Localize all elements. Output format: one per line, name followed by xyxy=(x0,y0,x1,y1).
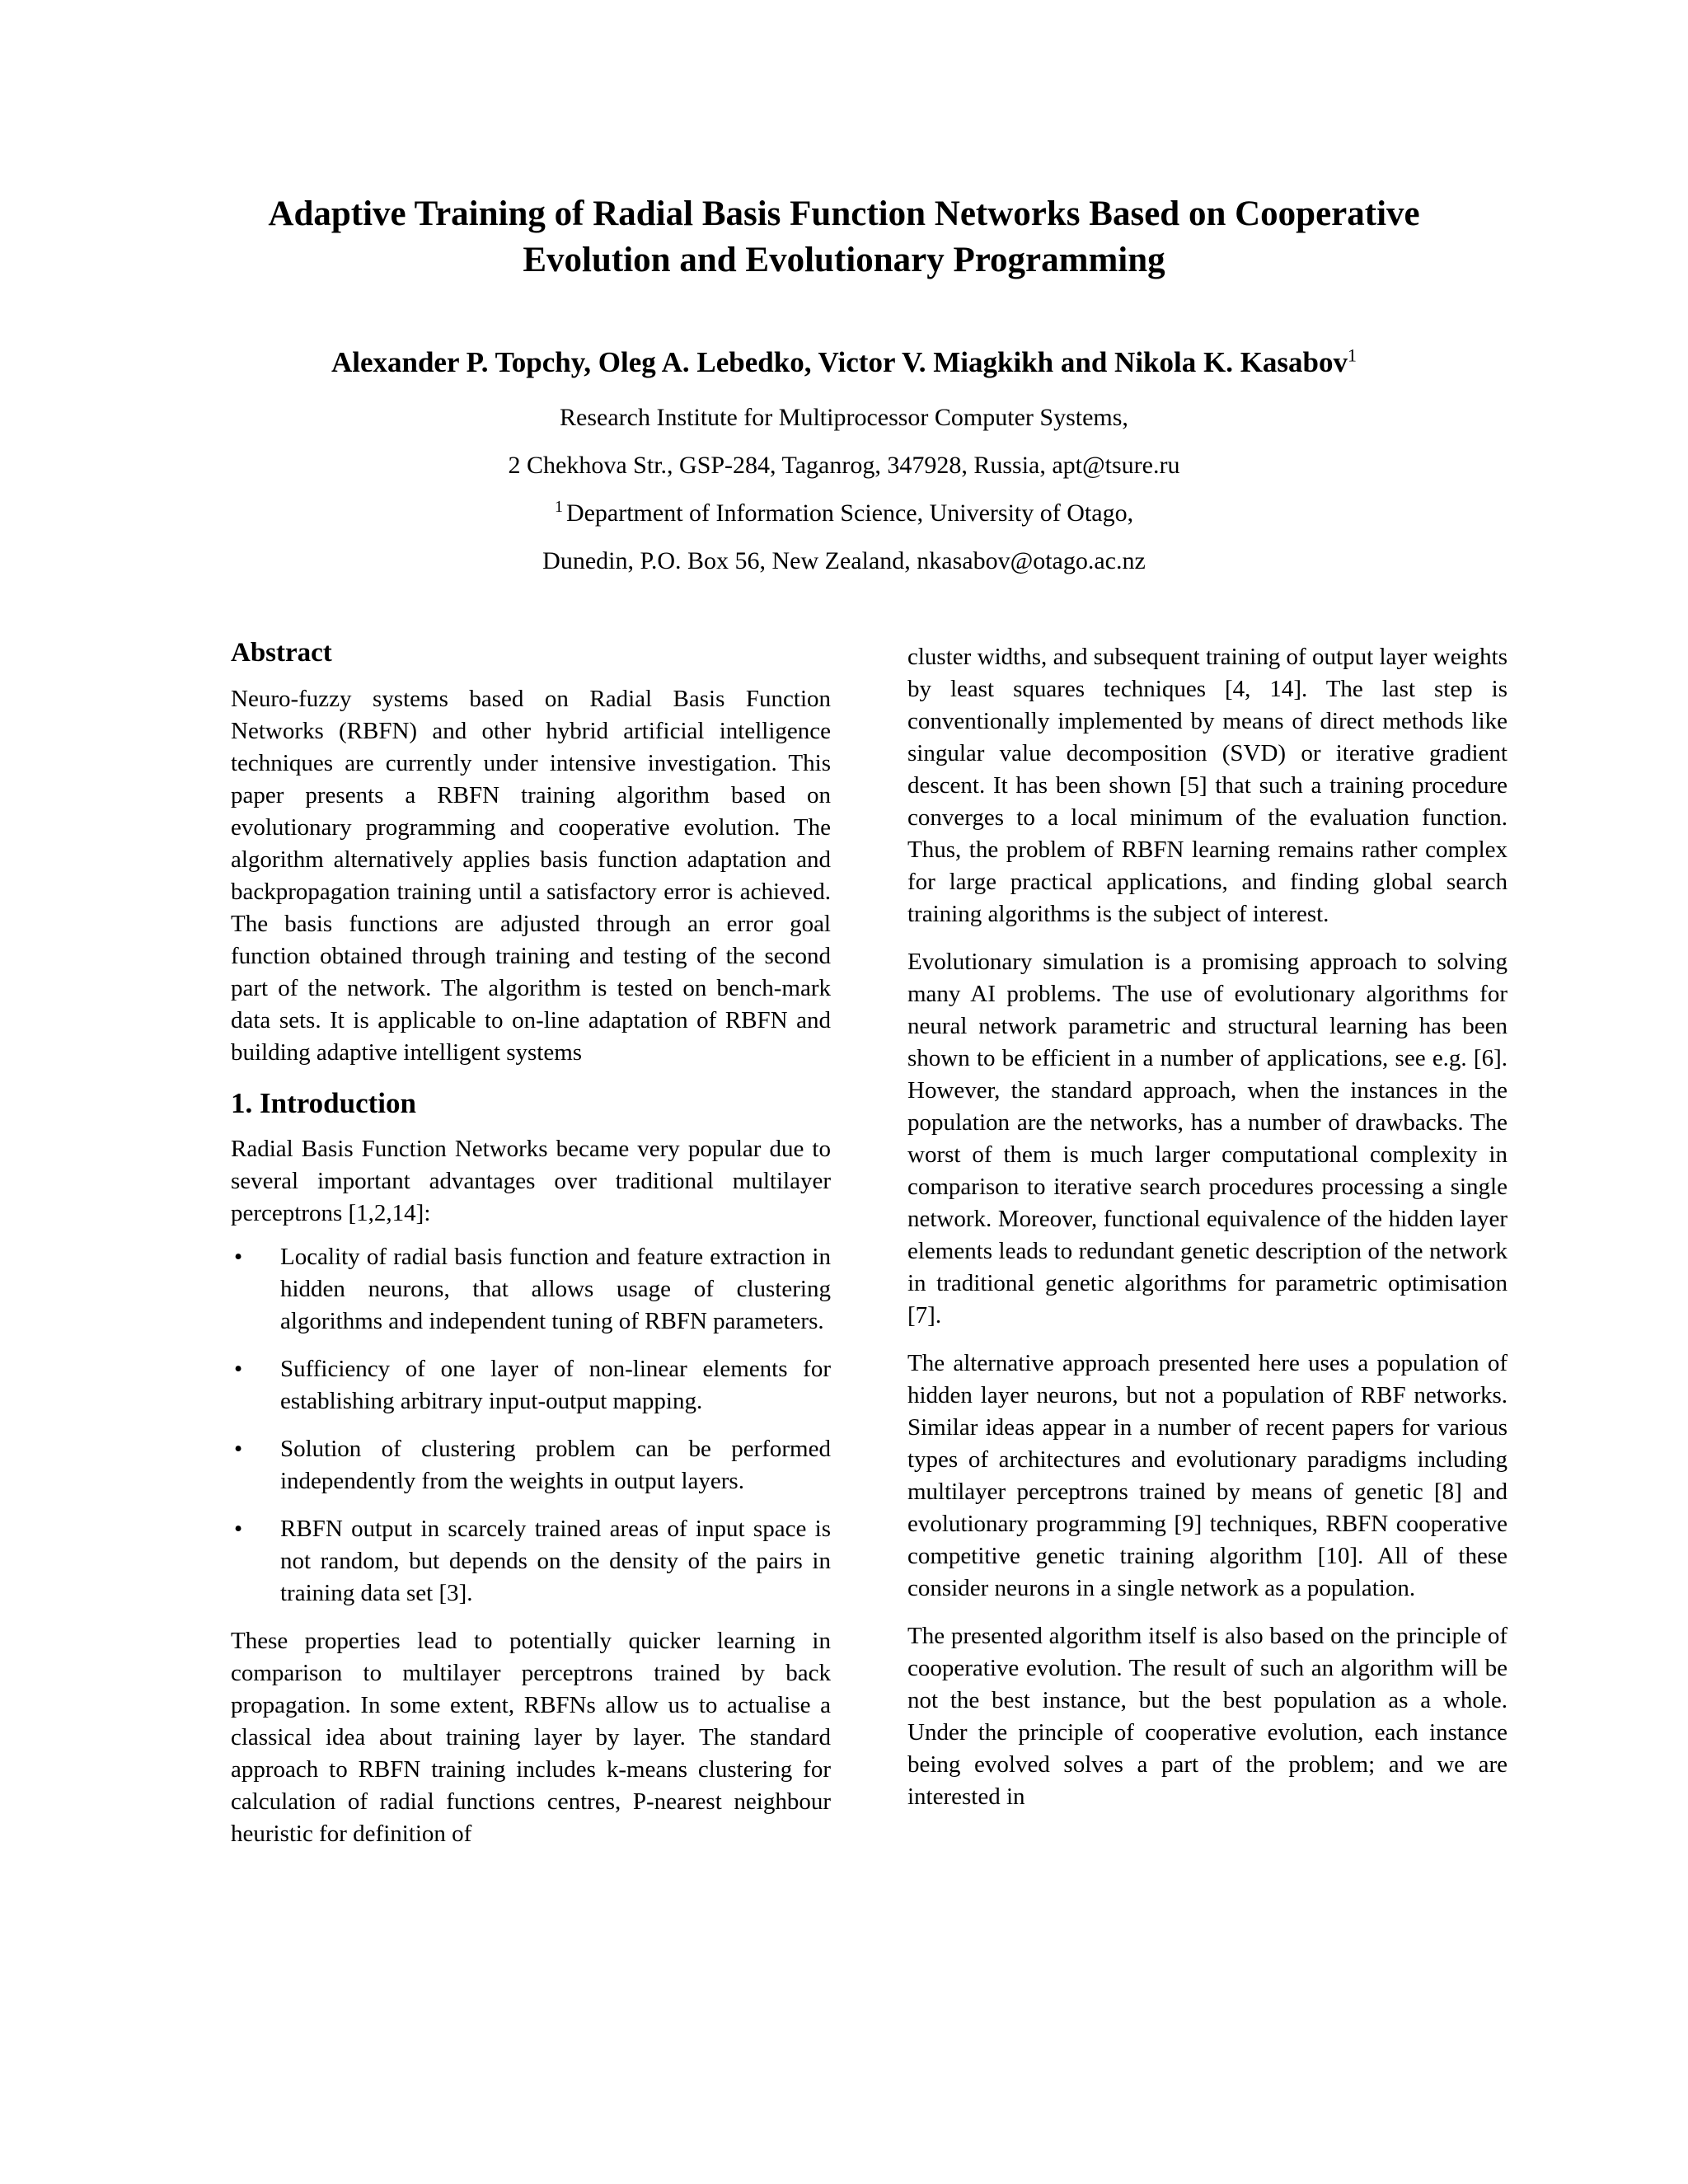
affiliation-line-4: Dunedin, P.O. Box 56, New Zealand, nkasabov@otago.ac.nz xyxy=(542,547,1146,574)
abstract-text: Neuro-fuzzy systems based on Radial Basis Function Networks (RBFN) and other hybrid artificial intelligence techniques are currently under intensive investigation. This paper presents a RBFN training algorithm based on evolutionary programming and cooperative evolution. The algorithm alternatively applies basis function adaptation and backpropagation training until a satisfactory error is achieved. The basis functions are adjusted through an error goal function obtained through training and testing of the second part of the network. The algorithm is tested on bench-mark data sets. It is applicable to on-line adaptation of RBFN and building adaptive intelligent systems xyxy=(231,686,831,1066)
author-list xyxy=(148,342,1540,383)
right-paragraph-3: The alternative approach presented here uses a population of hidden layer neurons, but not a population of RBF networks. Similar ideas appear in a number of recent papers for various types of architectures and evolutionary paradigms including multilayer perceptrons trained by means of genetic [8] and evolutionary programming [9] techniques, RBFN cooperative competitive genetic training algorithm [10]. All of these consider neurons in a single network as a population. xyxy=(907,1350,1507,1601)
list-item xyxy=(231,1353,831,1418)
right-paragraph-1: cluster widths, and subsequent training of output layer weights by least squares techniques [4, 14]. The last step is conventionally implemented by means of direct methods like singular value decomposition (SVD) or iterative gradient descent. It has been shown [5] that such a training procedure converges to a local minimum of the evaluation function. Thus, the problem of RBFN learning remains rather complex for large practical applications, and finding global search training algorithms is the subject of interest. xyxy=(907,644,1507,927)
introduction-paragraph-2: These properties lead to potentially quicker learning in comparison to multilayer perceptrons trained by back propagation. In some extent, RBFNs allow us to actualise a classical idea about training layer by layer. The standard approach to RBFN training includes k-means clustering for calculation of radial functions centres, P-nearest neighbour heuristic for definition of xyxy=(231,1628,831,1847)
left-column xyxy=(231,635,831,1866)
abstract-heading: Abstract xyxy=(231,638,332,668)
bullet-icon: • xyxy=(234,1436,243,1462)
advantages-list xyxy=(231,1241,831,1610)
list-item-text: RBFN output in scarcely trained areas of input space is not random, but depends on the density of the pairs in training data set [3]. xyxy=(280,1516,831,1606)
list-item xyxy=(231,1241,831,1338)
author-footnote-mark: 1 xyxy=(1348,344,1357,366)
right-paragraph-2: Evolutionary simulation is a promising approach to solving many AI problems. The use of evolutionary algorithms for neural network parametric and structural learning has been shown to be efficient in a number of applications, see e.g. [6]. However, the standard approach, when the instances in the population are the networks, has a number of drawbacks. The worst of them is much larger computational complexity in comparison to iterative search procedures processing a single network. Moreover, functional equivalence of the hidden layer elements leads to redundant genetic description of the network in traditional genetic algorithms for parametric optimisation [7]. xyxy=(907,949,1507,1329)
paper-title xyxy=(148,191,1540,284)
introduction-paragraph-1: Radial Basis Function Networks became very popular due to several important advantages over traditional multilayer perceptrons [1,2,14]: xyxy=(231,1136,831,1226)
affiliations xyxy=(148,394,1540,585)
right-column xyxy=(907,641,1507,1829)
affiliation-line-2: 2 Chekhova Str., GSP-284, Taganrog, 347928, Russia, apt@tsure.ru xyxy=(508,452,1180,479)
bullet-icon: • xyxy=(234,1516,243,1542)
list-item-text: Solution of clustering problem can be performed independently from the weights in output layers. xyxy=(280,1436,831,1494)
right-paragraph-4: The presented algorithm itself is also based on the principle of cooperative evolution. The result of such an algorithm will be not the best instance, but the best population as a whole. Under the principle of cooperative evolution, each instance being evolved solves a part of the problem; and we are interested in xyxy=(907,1623,1507,1810)
list-item xyxy=(231,1513,831,1610)
list-item xyxy=(231,1433,831,1497)
introduction-heading: 1. Introduction xyxy=(231,1087,416,1119)
bullet-icon: • xyxy=(234,1244,243,1270)
affiliation-line-1: Research Institute for Multiprocessor Computer Systems, xyxy=(560,404,1128,431)
affiliation-footnote-mark: 1 xyxy=(554,498,563,516)
list-item-text: Locality of radial basis function and feature extraction in hidden neurons, that allows usage of clustering algorithms and independent tuning of RBFN parameters. xyxy=(280,1244,831,1334)
author-names: Alexander P. Topchy, Oleg A. Lebedko, Victor V. Miagkikh and Nikola K. Kasabov xyxy=(331,346,1348,378)
bullet-icon: • xyxy=(234,1356,243,1382)
affiliation-line-3 xyxy=(148,490,1540,537)
title-line-1: Adaptive Training of Radial Basis Function Networks Based on Cooperative xyxy=(268,194,1420,233)
affiliation-line-3-text: Department of Information Science, University of Otago, xyxy=(565,499,1134,527)
list-item-text: Sufficiency of one layer of non-linear elements for establishing arbitrary input-output mapping. xyxy=(280,1356,831,1414)
title-line-2: Evolution and Evolutionary Programming xyxy=(523,241,1165,279)
